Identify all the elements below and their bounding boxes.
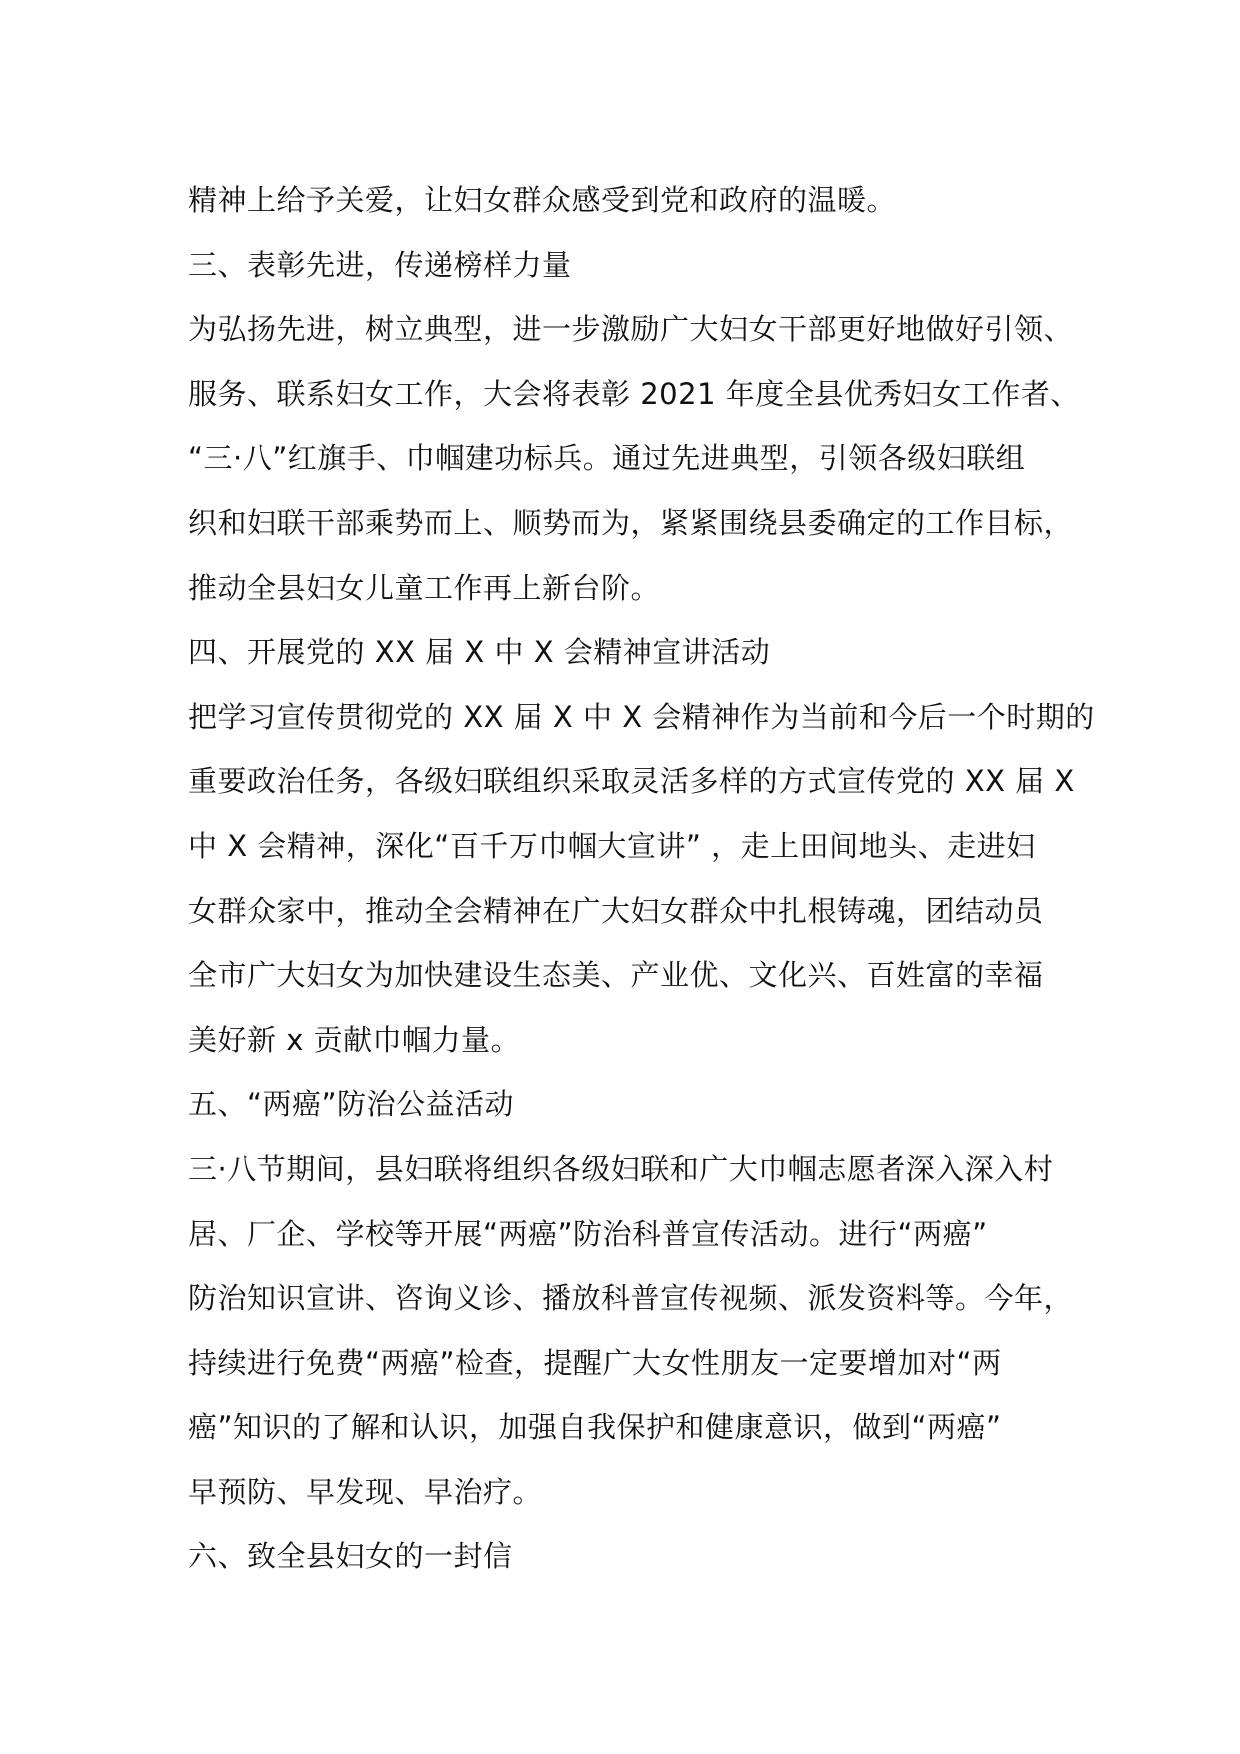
body-text-line: 美好新 x 贡献巾帼力量。: [188, 1022, 521, 1057]
section-heading-5: 五、“两癌”防治公益活动: [188, 1087, 515, 1122]
document-body: [188, 168, 1095, 1589]
body-text-line: 服务、联系妇女工作，大会将表彰 2021 年度全县优秀妇女工作者、: [188, 376, 1080, 411]
section-heading-4: 四、开展党的 XX 届 X 中 X 会精神宣讲活动: [188, 635, 771, 670]
body-text-line: 为弘扬先进，树立典型，进一步激励广大妇女干部更好地做好引领、: [188, 312, 1074, 347]
body-text-line: 三·八节期间，县妇联将组织各级妇联和广大巾帼志愿者深入深入村: [188, 1151, 1054, 1186]
section-heading-3: 三、表彰先进，传递榜样力量: [188, 247, 572, 282]
body-text-line: 精神上给予关爱，让妇女群众感受到党和政府的温暖。: [188, 183, 897, 217]
body-text-line: 把学习宣传贯彻党的 XX 届 X 中 X 会精神作为当前和今后一个时期的: [188, 699, 1095, 734]
body-text-line: 早预防、早发现、早治疗。: [188, 1474, 543, 1509]
body-text-line: 癌”知识的了解和认识，加强自我保护和健康意识，做到“两癌”: [188, 1410, 1002, 1445]
body-text-line: 中 X 会精神，深化“百千万巾帼大宣讲” ，走上田间地头、走进妇: [188, 828, 1036, 863]
body-text-line: 女群众家中，推动全会精神在广大妇女群众中扎根铸魂，团结动员: [188, 893, 1044, 928]
body-text-line: 重要政治任务，各级妇联组织采取灵活多样的方式宣传党的 XX 届 X: [188, 764, 1075, 799]
section-heading-6: 六、致全县妇女的一封信: [188, 1539, 513, 1574]
body-text-line: “三·八”红旗手、巾帼建功标兵。通过先进典型，引领各级妇联组: [188, 441, 1026, 476]
body-text-line: 全市广大妇女为加快建设生态美、产业优、文化兴、百姓富的幸福: [188, 958, 1044, 993]
body-text-line: 推动全县妇女儿童工作再上新台阶。: [188, 570, 661, 605]
body-text-line: 织和妇联干部乘势而上、顺势而为，紧紧围绕县委确定的工作目标，: [188, 505, 1074, 540]
body-text-line: 防治知识宣讲、咨询义诊、播放科普宣传视频、派发资料等。今年，: [188, 1281, 1074, 1316]
body-text-line: 持续进行免费“两癌”检查，提醒广大女性朋友一定要增加对“两: [188, 1345, 1002, 1380]
body-text-line: 居、厂企、学校等开展“两癌”防治科普宣传活动。进行“两癌”: [188, 1216, 988, 1251]
